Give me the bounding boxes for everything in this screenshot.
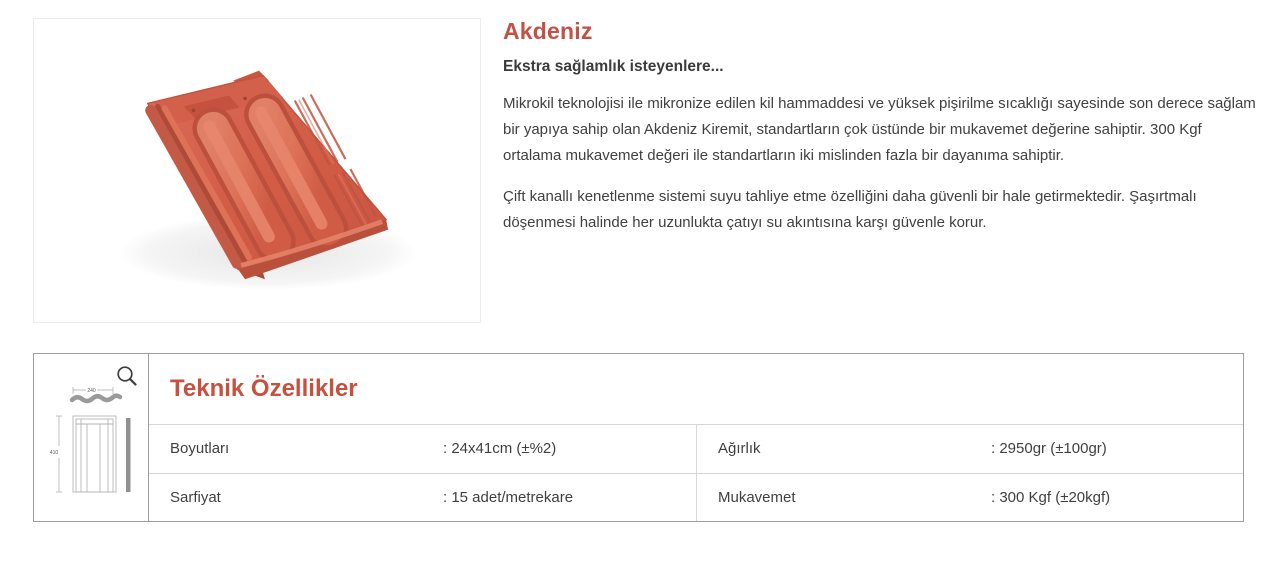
roof-tile-photo: [34, 19, 480, 322]
technical-specs-table: [33, 353, 1244, 522]
page-title: Akdeniz: [503, 18, 593, 44]
product-description-2: Çift kanallı kenetlenme sistemi suyu tahliye etme özelliğini daha güvenli bir hale getirmektedir. Şaşırtmalı döşenmesi halinde her uzunlukta çatıyı su akıntısına karşı güvenle korur.: [503, 188, 1197, 231]
specs-header: [149, 354, 1243, 424]
spec-label: Ağırlık: [718, 440, 761, 458]
spec-label: Sarfiyat: [170, 488, 221, 506]
specs-main: [149, 354, 1243, 521]
spec-row-agirlik: [696, 424, 1243, 473]
product-description-1: Mikrokil teknolojisi ile mikronize edilen kil hammaddesi ve yüksek pişirilme sıcaklığı sayesinde son derece sağlam bir yapıya sahip olan Akdeniz Kiremit, standartların çok üstünde bir mukavemet değerine sahiptir. 300 Kgf ortalama mukavemet değeri ile standartların iki mislinden fazla bir dayanıma sahiptir.: [503, 95, 1256, 164]
magnifier-icon[interactable]: [116, 365, 138, 387]
product-image-box: [33, 18, 481, 323]
spec-row-boyutlari: [149, 424, 696, 473]
specs-grid: [149, 424, 1243, 521]
specs-title: Teknik Özellikler: [170, 375, 358, 402]
spec-value: : 2950gr (±100gr): [991, 440, 1107, 458]
spec-value: : 24x41cm (±%2): [443, 440, 557, 458]
spec-label: Boyutları: [170, 440, 230, 458]
product-info: [503, 18, 1260, 236]
spec-value: : 15 adet/metrekare: [443, 488, 574, 506]
spec-row-mukavemet: [696, 473, 1243, 522]
spec-value: : 300 Kgf (±20kgf): [991, 488, 1111, 506]
spec-label: Mukavemet: [718, 488, 796, 506]
spec-row-sarfiyat: [149, 473, 696, 522]
technical-drawing-thumbnail[interactable]: [34, 354, 149, 521]
drawing-height-label: 410: [49, 450, 59, 456]
drawing-width-label: 240: [87, 388, 96, 394]
product-tagline: Ekstra sağlamlık isteyenlere...: [503, 58, 724, 75]
